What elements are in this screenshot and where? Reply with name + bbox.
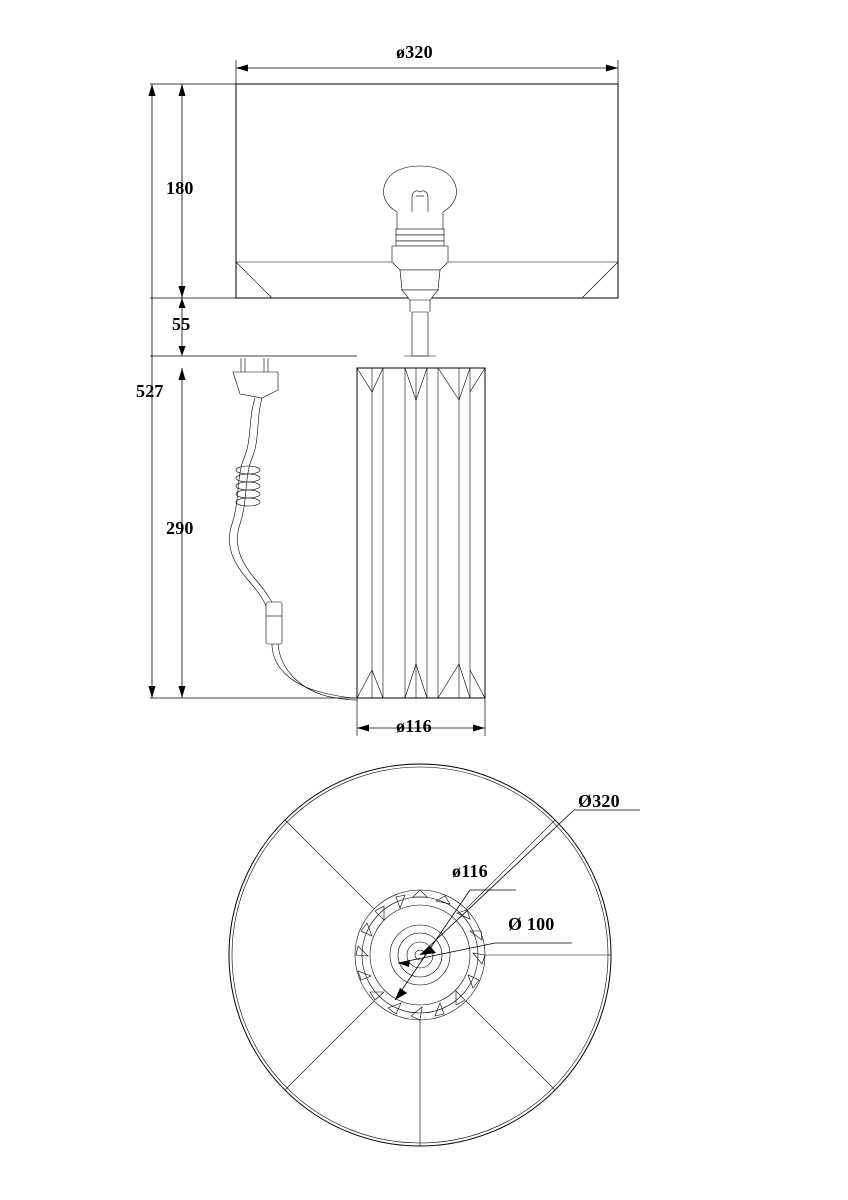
label-base-diameter: ø116 bbox=[396, 716, 432, 736]
label-plan-inner-diameter: Ø 100 bbox=[508, 914, 555, 934]
label-shade-height: 180 bbox=[166, 178, 194, 198]
label-shade-diameter: ø320 bbox=[396, 42, 433, 62]
label-plan-shade-diameter: Ø320 bbox=[578, 791, 620, 811]
label-total-height: 527 bbox=[136, 381, 164, 401]
label-body-height: 290 bbox=[166, 518, 194, 538]
label-plan-body-diameter: ø116 bbox=[452, 861, 488, 881]
label-neck-height: 55 bbox=[172, 314, 191, 334]
